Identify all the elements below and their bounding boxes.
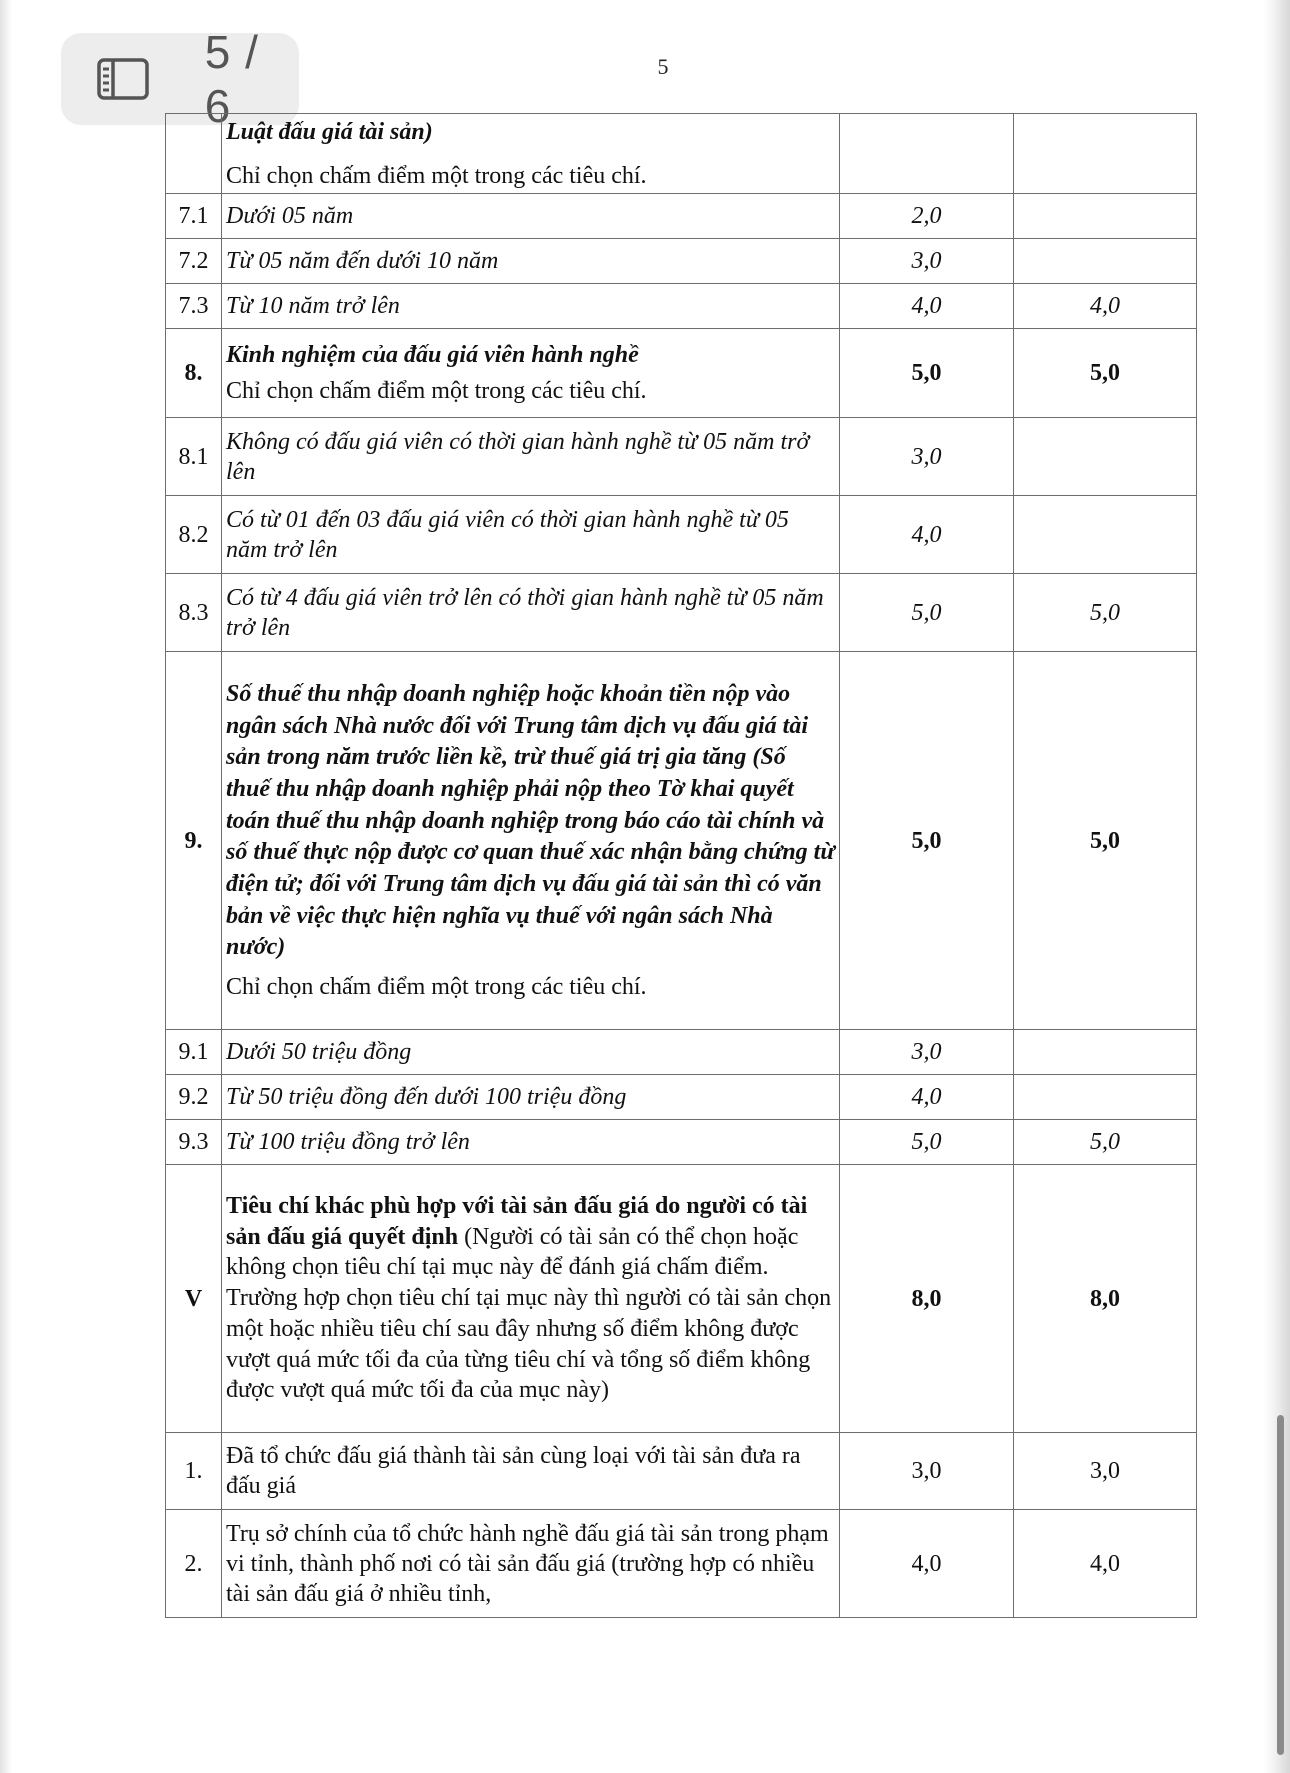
table-row [166, 1075, 1197, 1120]
row-score: 5,0 [1014, 574, 1197, 652]
table-row [166, 418, 1197, 496]
row-description: Kinh nghiệm của đấu giá viên hành nghề Chỉ chọn chấm điểm một trong các tiêu chí. [222, 329, 840, 418]
row-score: 4,0 [1014, 1510, 1197, 1618]
table-row [166, 239, 1197, 284]
row-description: Dưới 50 triệu đồng [222, 1030, 840, 1075]
row-score: 4,0 [1014, 284, 1197, 329]
row-score [1014, 496, 1197, 574]
row-max-score: 8,0 [840, 1165, 1014, 1433]
row-number: 1. [166, 1433, 222, 1510]
row-max-score: 4,0 [840, 496, 1014, 574]
table-row [166, 329, 1197, 418]
table-row [166, 574, 1197, 652]
row-number: 7.2 [166, 239, 222, 284]
row-number: 7.1 [166, 194, 222, 239]
row-number: 8.3 [166, 574, 222, 652]
row-score: 5,0 [1014, 329, 1197, 418]
row-description: Đã tổ chức đấu giá thành tài sản cùng loại với tài sản đưa ra đấu giá [222, 1433, 840, 1510]
row-number: 9.1 [166, 1030, 222, 1075]
row-score [1014, 1075, 1197, 1120]
row-number: 8.2 [166, 496, 222, 574]
row-description: Trụ sở chính của tổ chức hành nghề đấu giá tài sản trong phạm vi tỉnh, thành phố nơi có tài sản đấu giá (trường hợp có nhiều tài sản đấu giá ở nhiều tỉnh, [222, 1510, 840, 1618]
table-row [166, 1433, 1197, 1510]
table-row [166, 114, 1197, 194]
row-description: Từ 10 năm trở lên [222, 284, 840, 329]
row-max-score: 3,0 [840, 418, 1014, 496]
scrollbar-thumb[interactable] [1277, 1415, 1284, 1755]
row-number [166, 114, 222, 194]
row-number: 9.3 [166, 1120, 222, 1165]
row-score: 5,0 [1014, 1120, 1197, 1165]
row-score [1014, 1030, 1197, 1075]
row-score [1014, 239, 1197, 284]
table-row [166, 1510, 1197, 1618]
row-description: Từ 100 triệu đồng trở lên [222, 1120, 840, 1165]
row-max-score: 5,0 [840, 329, 1014, 418]
page-indicator-text: 5 / 6 [204, 26, 259, 132]
table-row [166, 1030, 1197, 1075]
row-description: Từ 50 triệu đồng đến dưới 100 triệu đồng [222, 1075, 840, 1120]
table-row [166, 496, 1197, 574]
table-row [166, 652, 1197, 1030]
row-number: 9.2 [166, 1075, 222, 1120]
table-row [166, 1165, 1197, 1433]
row-max-score: 3,0 [840, 239, 1014, 284]
scrollbar[interactable] [1272, 0, 1284, 1773]
row-max-score: 4,0 [840, 1510, 1014, 1618]
row-score: 8,0 [1014, 1165, 1197, 1433]
row-number: 8. [166, 329, 222, 418]
page-indicator-button[interactable] [61, 26, 299, 132]
criteria-table [165, 113, 1197, 1618]
row-number: V [166, 1165, 222, 1433]
row-description: Có từ 01 đến 03 đấu giá viên có thời gian hành nghề từ 05 năm trở lên [222, 496, 840, 574]
row-description: Luật đấu giá tài sản) Chỉ chọn chấm điểm một trong các tiêu chí. [222, 114, 840, 194]
row-number: 2. [166, 1510, 222, 1618]
row-number: 8.1 [166, 418, 222, 496]
row-score: 3,0 [1014, 1433, 1197, 1510]
row-description: Từ 05 năm đến dưới 10 năm [222, 239, 840, 284]
row-number: 7.3 [166, 284, 222, 329]
row-max-score: 2,0 [840, 194, 1014, 239]
row-description: Không có đấu giá viên có thời gian hành nghề từ 05 năm trở lên [222, 418, 840, 496]
row-description: Tiêu chí khác phù hợp với tài sản đấu giá do người có tài sản đấu giá quyết định (Người có tài sản có thể chọn hoặc không chọn tiêu chí tại mục này để đánh giá chấm điểm. Trường hợp chọn tiêu chí tại mục này thì người có tài sản chọn một hoặc nhiều tiêu chí sau đây nhưng số điểm không được vượt quá mức tối đa của từng tiêu chí và tổng số điểm không được vượt quá mức tối đa của mục này) [222, 1165, 840, 1433]
row-score [1014, 418, 1197, 496]
row-max-score [840, 114, 1014, 194]
row-score [1014, 114, 1197, 194]
row-score: 5,0 [1014, 652, 1197, 1030]
sidebar-toggle-icon [97, 56, 209, 102]
row-number: 9. [166, 652, 222, 1030]
table-row [166, 194, 1197, 239]
page-left-shadow [0, 0, 12, 1773]
table-row [166, 284, 1197, 329]
row-max-score: 4,0 [840, 284, 1014, 329]
row-max-score: 3,0 [840, 1030, 1014, 1075]
row-max-score: 4,0 [840, 1075, 1014, 1120]
row-max-score: 5,0 [840, 1120, 1014, 1165]
row-max-score: 5,0 [840, 574, 1014, 652]
row-description: Có từ 4 đấu giá viên trở lên có thời gian hành nghề từ 05 năm trở lên [222, 574, 840, 652]
row-description: Số thuế thu nhập doanh nghiệp hoặc khoản tiền nộp vào ngân sách Nhà nước đối với Trung tâm dịch vụ đấu giá tài sản trong năm trước liền kề, trừ thuế giá trị gia tăng (Số thuế thu nhập doanh nghiệp phải nộp theo Tờ khai quyết toán thuế thu nhập doanh nghiệp trong báo cáo tài chính và số thuế thực nộp được cơ quan thuế xác nhận bằng chứng từ điện tử; đối với Trung tâm dịch vụ đấu giá tài sản thì có văn bản về việc thực hiện nghĩa vụ thuế với ngân sách Nhà nước) Chỉ chọn chấm điểm một trong các tiêu chí. [222, 652, 840, 1030]
row-max-score: 3,0 [840, 1433, 1014, 1510]
document-page-number: 5 [657, 54, 669, 79]
table-row [166, 1120, 1197, 1165]
row-max-score: 5,0 [840, 652, 1014, 1030]
row-score [1014, 194, 1197, 239]
row-description: Dưới 05 năm [222, 194, 840, 239]
